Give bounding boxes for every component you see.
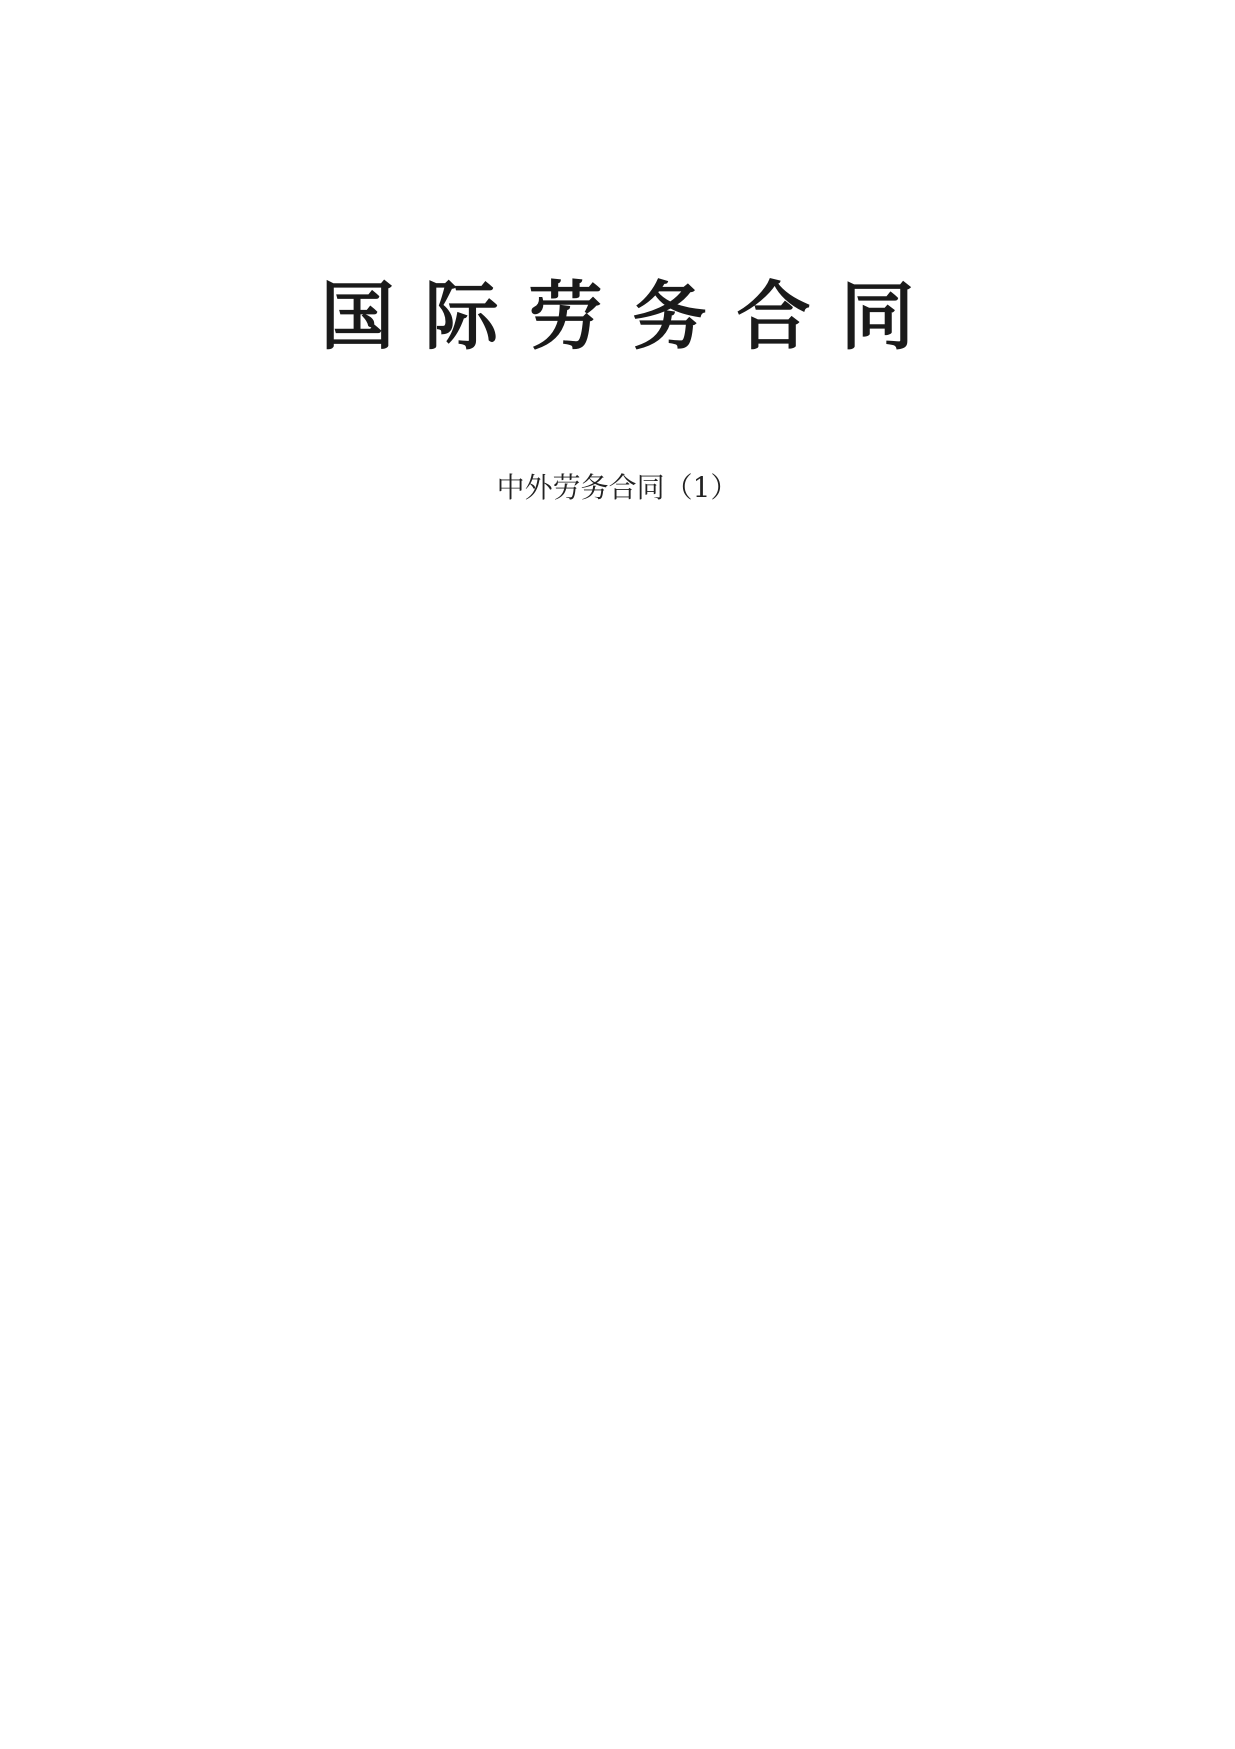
contract-body — [198, 588, 1038, 1588]
page-title: 国际劳务合同 — [320, 274, 945, 360]
page-subtitle: 中外劳务合同（1） — [496, 471, 739, 504]
